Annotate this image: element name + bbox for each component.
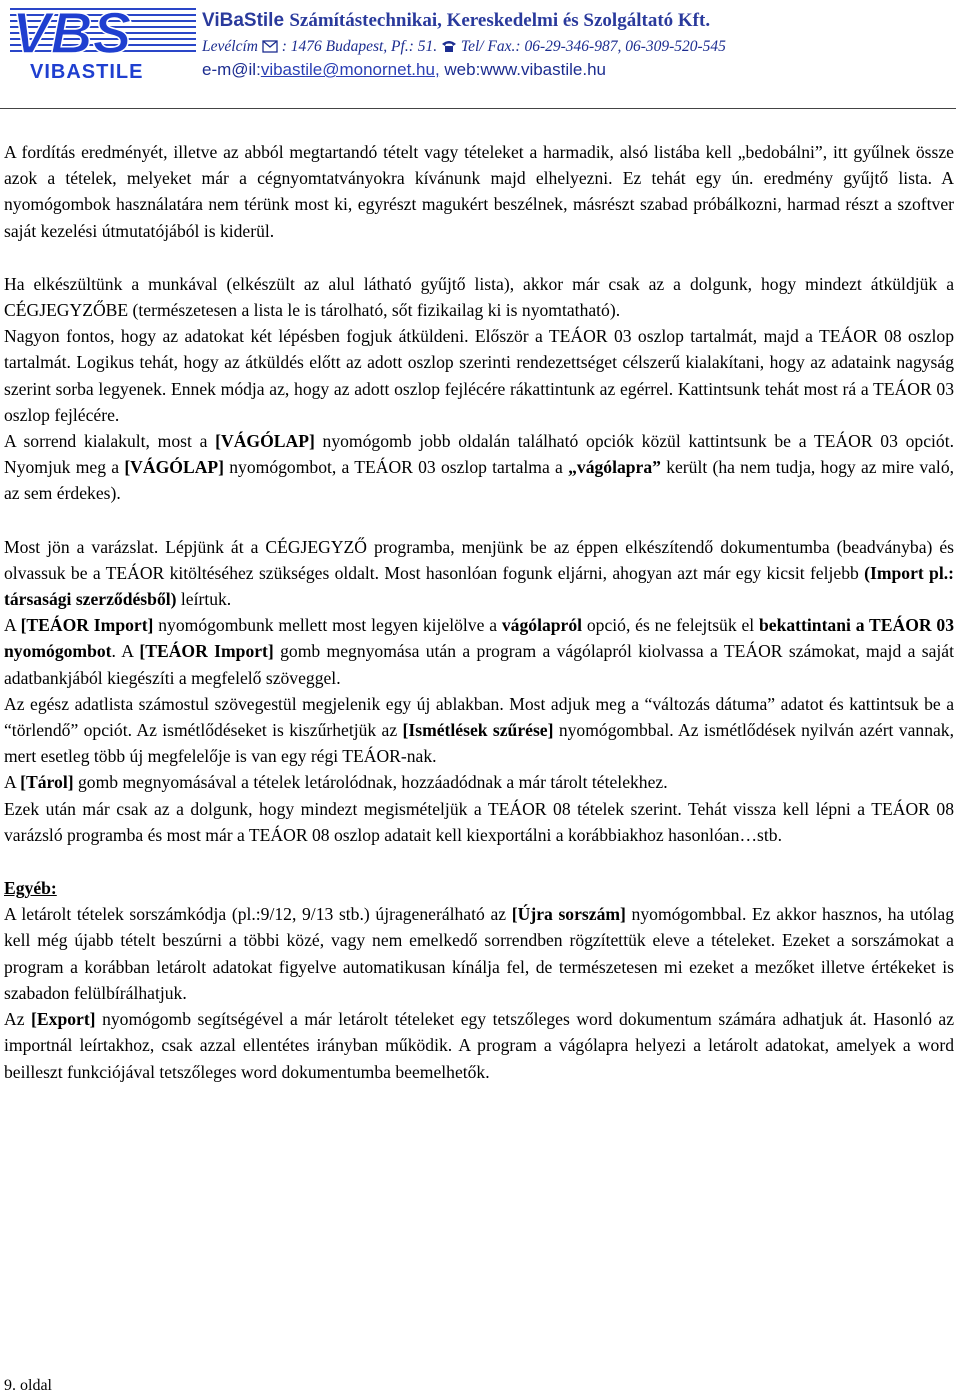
phone-numbers: : 06-29-346-987, 06-309-520-545 bbox=[515, 38, 726, 55]
company-full-name: Számítástechnikai, Kereskedelmi és Szolgáltató Kft. bbox=[289, 10, 711, 31]
phone-label: Tel/ Fax. bbox=[460, 38, 516, 55]
paragraph-renumber: A letárolt tételek sorszámkódja (pl.:9/12, 9/13 stb.) újragenerálható az [Újra sorszám] nyomógombbal. Ez akkor hasznos, ha utólag kell még újabb tételt beszúrni a többi közé, vagy nem emelkedő sorrendben rögzítettük eleve a tételeket. Ezeket a sorszámokat a program a korábban letárolt adatokat figyelve automatikusan kínálja fel, de természetesen mi ezeket a mezőket illetve értékeket is szabadon felülbírálhatjuk. bbox=[4, 904, 955, 1003]
import-ref: (Import pl.: társasági szerződésből) bbox=[4, 562, 954, 610]
paragraph-teaor-import: A [TEÁOR Import] nyomógombunk mellett most legyen kijelölve a vágólapról opció, és ne felejtsük el bekattintani a TEÁOR 03 nyomógombot. A [TEÁOR Import] gomb megnyomása után a program a vágólapról kiolvassa a TEÁOR számokat, majd a saját adatbankjából kiegészíti a megfelelő szöveggel. bbox=[4, 615, 955, 688]
company-name bbox=[202, 10, 710, 32]
document-body bbox=[4, 139, 954, 1085]
header-divider bbox=[0, 108, 956, 109]
logo-mark: VBS bbox=[12, 4, 132, 66]
vagolapra-term: „vágólapra” bbox=[568, 457, 661, 478]
paragraph-repeat-08: Ezek után már csak az a dolgunk, hogy mindezt megismételjük a TEÁOR 08 tételek szerint. Tehát vissza kell lépni a TEÁOR 08 varázsló programba és most már a TEÁOR 08 oszlop adatait kell kiexportálni a korábbiakhoz hasonlóan…stb. bbox=[4, 798, 954, 845]
contact-line bbox=[202, 38, 726, 56]
paragraph-two-steps: Nagyon fontos, hogy az adatokat két lépésben fogjuk átküldeni. Először a TEÁOR 03 oszlop tartalmát, majd a TEÁOR 08 oszlop tartalmát. Logikus tehát, hogy az átküldés előtt az adott oszlop szerinti rendezettséget célszerű kialakítani, hogy az adataink nagyság szerint sorba legyenek. Ennek módja az, hogy az adott oszlop fejlécére rákattintunk az egérrel. Kattintsunk tehát most rá a TEÁOR 03 oszlop fejlécére. bbox=[4, 326, 954, 425]
letterhead bbox=[0, 0, 960, 110]
web-address: www.vibastile.hu bbox=[480, 60, 606, 79]
email-link[interactable]: vibastile@monornet.hu, bbox=[260, 60, 440, 79]
page-number: 9. oldal bbox=[4, 1377, 52, 1394]
paragraph-export: Az [Export] nyomógomb segítségével a már letárolt tételeket egy tetszőleges word dokumentum számára adhatjuk át. Hasonló az importnál leírtakhoz, csak azzal ellentétes irányban működik. A program a vágólapra helyezi a letárolt adatokat, amelyek a word beilleszt funkciójával tetszőleges word dokumentumba beemelhetők. bbox=[4, 1009, 955, 1082]
paragraph-spacer bbox=[4, 507, 954, 534]
mail-address: : 1476 Budapest, Pf.: 51. bbox=[281, 38, 438, 55]
web-label: web: bbox=[444, 60, 481, 79]
envelope-icon bbox=[262, 40, 278, 53]
paragraph-spacer bbox=[4, 244, 954, 271]
telephone-icon bbox=[441, 39, 457, 53]
email-label: e-m@il: bbox=[202, 60, 261, 79]
paragraph-clipboard: A sorrend kialakult, most a [VÁGÓLAP] nyomógomb jobb oldalán található opciók közül kattintsunk be a TEÁOR 03 opciót. Nyomjuk meg a [VÁGÓLAP] nyomógombot, a TEÁOR 03 oszlop tartalma a „vágólapra” került (ha nem tudja, hogy az mire való, az sem érdekes). bbox=[4, 431, 955, 504]
vagolap-button-ref-2: [VÁGÓLAP] bbox=[124, 457, 224, 478]
company-brand: ViBaStile bbox=[202, 10, 285, 31]
paragraph-new-window: Az egész adatlista számostul szövegestül megjelenik egy új ablakban. Most adjuk meg a “változás dátuma” adatot és kattintsuk be a “törlendő” opciót. Az ismétlődéseket is kiszűrhetjük az [Ismétlések szűrése] nyomógombbal. Az ismétlődések nyilván azért vannak, mert esetleg több új megfelelője is van egy régi TEÁOR-nak. bbox=[4, 693, 954, 767]
paragraph-magic: Most jön a varázslat. Lépjünk át a CÉGJEGYZŐ programba, menjünk be az éppen elkészítendő dokumentumba (beadványba) és olvassuk be a TEÁOR kitöltéséhez szükséges oldalt. Most hasonlóan fogunk eljárni, ahogyan azt már egy kicsit feljebb (Import pl.: társasági szerződésből) leírtuk. bbox=[4, 536, 954, 610]
paragraph-send-to-cegjegyzo: Ha elkészültünk a munkával (elkészült az alul látható gyűjtő lista), akkor már csak az a dolgunk, hogy mindezt átküldjük a CÉGJEGYZŐBE (természetesen a lista le is tárolható, sőt fizikailag ki is nyomtatható). bbox=[4, 273, 954, 321]
email-web-line bbox=[202, 60, 606, 80]
paragraph-store: A [Tárol] gomb megnyomásával a tételek letárolódnak, hozzáadódnak a már tárolt tételekhez. bbox=[4, 772, 668, 793]
logo-subtitle: VIBASTILE bbox=[30, 61, 144, 83]
mail-label: Levélcím bbox=[202, 38, 258, 55]
section-heading-other: Egyéb: bbox=[4, 878, 57, 899]
paragraph-result-list: A fordítás eredményét, illetve az abból megtartandó tételt vagy tételeket a harmadik, alsó listába kell „bedobálni”, itt gyűlnek össze azok a tételek, melyeket már a cégnyomtatványokra kívánunk majd elhelyezni. Ez tehát egy ún. eredmény gyűjtő lista. A nyomógombok használatára nem térünk most ki, egyrészt magukért beszélnek, másrészt szabad próbálkozni, harmad részt a szoftver saját kezelési útmutatójából is kiderül. bbox=[4, 142, 954, 241]
vibastile-logo bbox=[8, 4, 198, 84]
vagolap-button-ref: [VÁGÓLAP] bbox=[215, 431, 315, 452]
paragraph-spacer bbox=[4, 848, 954, 875]
